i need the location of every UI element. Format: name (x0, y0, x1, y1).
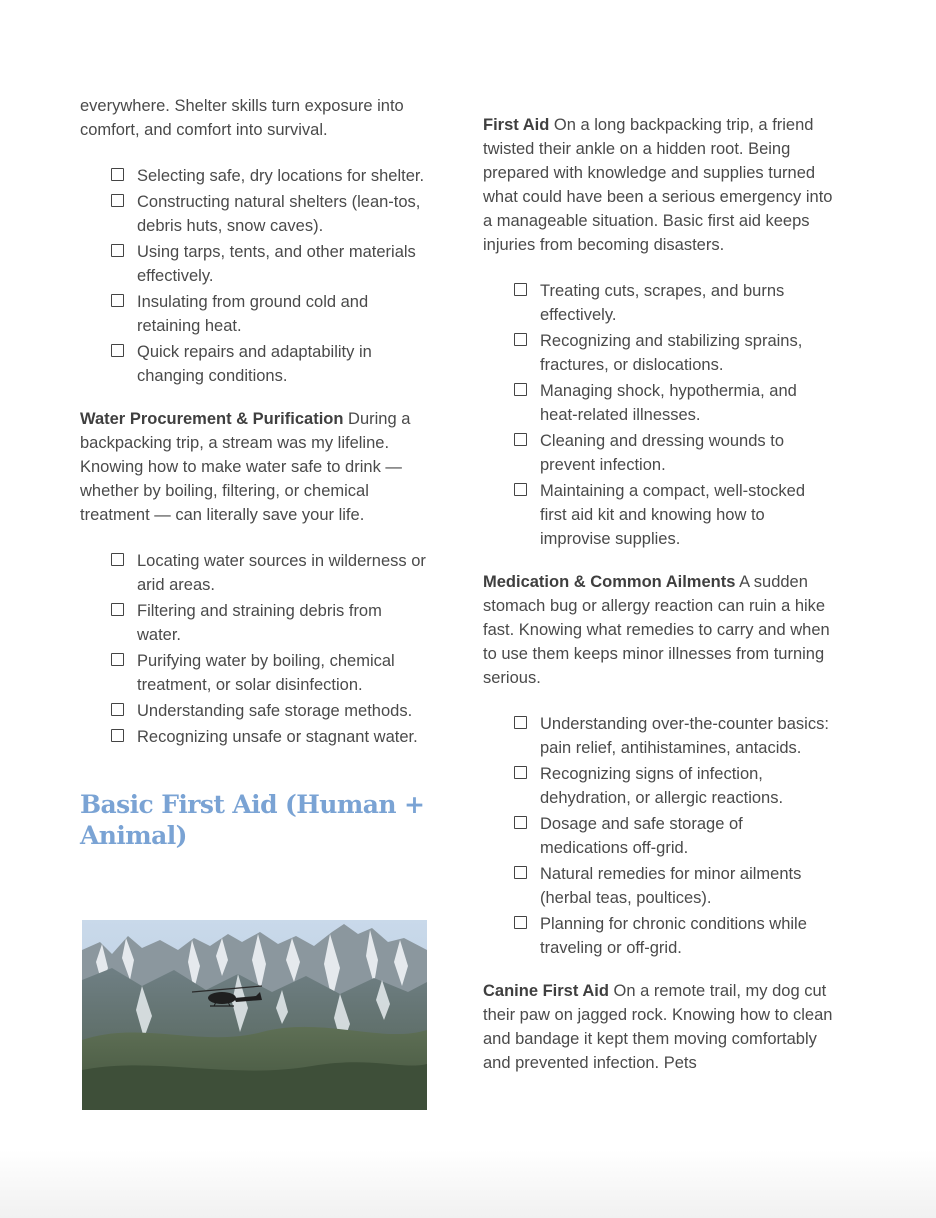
left-column (80, 0, 430, 851)
list-item: Constructing natural shelters (lean-tos, debris huts, snow caves). (111, 190, 430, 238)
checkbox-icon[interactable] (514, 916, 527, 929)
medication-body: A sudden stomach bug or allergy reaction can ruin a hike fast. Knowing what remedies to carry and when to use them keeps minor illnesses from turning serious. (483, 573, 830, 687)
first-aid-body: On a long backpacking trip, a friend twisted their ankle on a hidden root. Being prepared with knowledge and supplies turned what could have been a serious emergency into a manageable situation. Basic first aid keeps injuries from becoming disasters. (483, 116, 833, 254)
water-checklist (80, 549, 430, 749)
checkbox-icon[interactable] (111, 703, 124, 716)
checkbox-icon[interactable] (514, 433, 527, 446)
medication-paragraph (483, 570, 833, 690)
checkbox-icon[interactable] (111, 603, 124, 616)
checkbox-icon[interactable] (514, 283, 527, 296)
list-item: Understanding over-the-counter basics: pain relief, antihistamines, antacids. (514, 712, 833, 760)
canine-body: On a remote trail, my dog cut their paw on jagged rock. Knowing how to clean and bandage it kept them moving comfortably and prevented infection. Pets (483, 982, 833, 1072)
checkbox-icon[interactable] (514, 483, 527, 496)
list-item: Dosage and safe storage of medications off-grid. (514, 812, 833, 860)
list-item: Insulating from ground cold and retaining heat. (111, 290, 430, 338)
checkbox-icon[interactable] (111, 553, 124, 566)
checkbox-icon[interactable] (111, 729, 124, 742)
list-item: Purifying water by boiling, chemical treatment, or solar disinfection. (111, 649, 430, 697)
checkbox-icon[interactable] (111, 244, 124, 257)
list-item: Using tarps, tents, and other materials effectively. (111, 240, 430, 288)
checkbox-icon[interactable] (514, 766, 527, 779)
list-item: Planning for chronic conditions while traveling or off-grid. (514, 912, 833, 960)
checkbox-icon[interactable] (514, 716, 527, 729)
checkbox-icon[interactable] (111, 344, 124, 357)
checkbox-icon[interactable] (111, 194, 124, 207)
checkbox-icon[interactable] (111, 294, 124, 307)
list-item: Managing shock, hypothermia, and heat-related illnesses. (514, 379, 833, 427)
list-item: Recognizing unsafe or stagnant water. (111, 725, 430, 749)
list-item: Natural remedies for minor ailments (herbal teas, poultices). (514, 862, 833, 910)
list-item: Filtering and straining debris from water. (111, 599, 430, 647)
list-item: Quick repairs and adaptability in changing conditions. (111, 340, 430, 388)
shelter-intro-text: everywhere. Shelter skills turn exposure into comfort, and comfort into survival. (80, 97, 404, 139)
list-item: Locating water sources in wilderness or arid areas. (111, 549, 430, 597)
water-heading: Water Procurement & Purification (80, 410, 344, 428)
checkbox-icon[interactable] (514, 333, 527, 346)
water-body: During a backpacking trip, a stream was my lifeline. Knowing how to make water safe to drink — whether by boiling, filtering, or chemical treatment — can literally save your life. (80, 410, 411, 524)
list-item: Recognizing signs of infection, dehydration, or allergic reactions. (514, 762, 833, 810)
first-aid-heading: First Aid (483, 116, 550, 134)
checkbox-icon[interactable] (514, 383, 527, 396)
checkbox-icon[interactable] (111, 168, 124, 181)
canine-heading: Canine First Aid (483, 982, 609, 1000)
medication-checklist (483, 712, 833, 960)
right-column (483, 0, 833, 1075)
checkbox-icon[interactable] (514, 816, 527, 829)
water-paragraph (80, 407, 430, 527)
list-item: Maintaining a compact, well-stocked first aid kit and knowing how to improvise supplies. (514, 479, 833, 551)
list-item: Cleaning and dressing wounds to prevent infection. (514, 429, 833, 477)
shelter-checklist (80, 164, 430, 388)
list-item: Selecting safe, dry locations for shelter. (111, 164, 430, 188)
mountain-helicopter-photo (82, 920, 427, 1110)
list-item: Treating cuts, scrapes, and burns effectively. (514, 279, 833, 327)
medication-heading: Medication & Common Ailments (483, 573, 736, 591)
list-item: Recognizing and stabilizing sprains, fractures, or dislocations. (514, 329, 833, 377)
first-aid-paragraph (483, 113, 833, 257)
checkbox-icon[interactable] (111, 653, 124, 666)
section-title: Basic First Aid (Human + Animal) (80, 790, 425, 850)
first-aid-checklist (483, 279, 833, 551)
checkbox-icon[interactable] (514, 866, 527, 879)
list-item: Understanding safe storage methods. (111, 699, 430, 723)
canine-paragraph (483, 979, 833, 1075)
